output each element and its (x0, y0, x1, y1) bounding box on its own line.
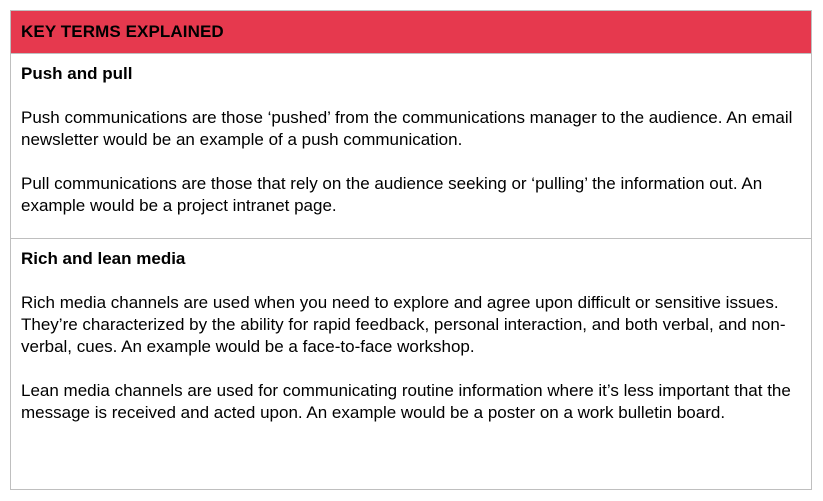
section-push-and-pull (11, 54, 811, 238)
section-title: Push and pull (21, 64, 133, 83)
section-title: Rich and lean media (21, 249, 186, 268)
paragraph: Rich media channels are used when you need to explore and agree upon difficult or sensitive issues. They’re characterized by the ability for rapid feedback, personal interaction, and both verbal, and non-verbal, cues. An example would be a face-to-face workshop. (21, 293, 786, 356)
paragraph: Pull communications are those that rely on the audience seeking or ‘pulling’ the information out. An example would be a project intranet page. (21, 174, 763, 215)
paragraph: Push communications are those ‘pushed’ from the communications manager to the audience. An email newsletter would be an example of a push communication. (21, 108, 793, 149)
section-rich-and-lean-media (11, 238, 811, 489)
key-terms-panel (10, 10, 812, 490)
panel-title: KEY TERMS EXPLAINED (21, 22, 224, 41)
paragraph: Lean media channels are used for communicating routine information where it’s less important that the message is received and acted upon. An example would be a poster on a work bulletin board. (21, 381, 791, 422)
panel-header (11, 11, 811, 54)
